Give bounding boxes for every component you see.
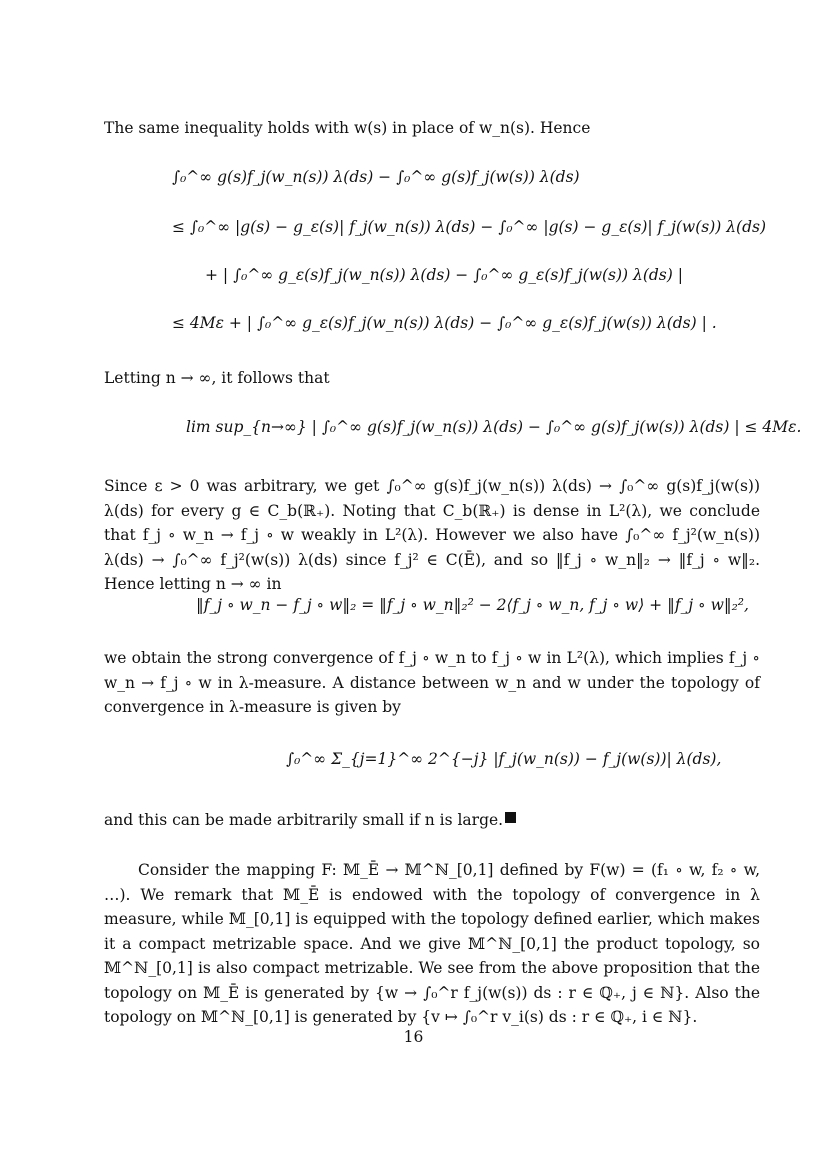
page-number: 16: [403, 1028, 424, 1046]
inequality-line-1: ∫₀^∞ g(s)f_j(w_n(s)) λ(ds) − ∫₀^∞ g(s)f_j(w(s)) λ(ds): [172, 168, 580, 186]
inequality-line-4: ≤ 4Mε + | ∫₀^∞ g_ε(s)f_j(w_n(s)) λ(ds) − ∫₀^∞ g_ε(s)f_j(w(s)) λ(ds) | .: [172, 314, 717, 332]
norm-equation: ‖f_j ∘ w_n − f_j ∘ w‖₂ = ‖f_j ∘ w_n‖₂² − 2⟨f_j ∘ w_n, f_j ∘ w⟩ + ‖f_j ∘ w‖₂²,: [196, 596, 749, 614]
paragraph-since: Since ε > 0 was arbitrary, we get ∫₀^∞ g(s)f_j(w_n(s)) λ(ds) → ∫₀^∞ g(s)f_j(w(s)) λ(ds) for every g ∈ C_b(ℝ₊). Noting that C_b(ℝ₊) is dense in L²(λ), we conclude that f_j ∘ w_n → f_j ∘ w weakly in L²(λ). However we also have ∫₀^∞ f_j²(w_n(s)) λ(ds) → ∫₀^∞ f_j²(w(s)) λ(ds) since f_j² ∈ C(Ē), and so ‖f_j ∘ w_n‖₂ → ‖f_j ∘ w‖₂. Hence letting n → ∞ in: [104, 477, 760, 593]
paragraph-small: and this can be made arbitrarily small if n is large.: [104, 811, 504, 829]
inequality-line-2: ≤ ∫₀^∞ |g(s) − g_ε(s)| f_j(w_n(s)) λ(ds) − ∫₀^∞ |g(s) − g_ε(s)| f_j(w(s)) λ(ds): [172, 218, 767, 236]
paragraph-obtain: we obtain the strong convergence of f_j ∘ w_n to f_j ∘ w in L²(λ), which implies f_j ∘ w_n → f_j ∘ w in λ-measure. A distance between w_n and w under the topology of convergence in λ-measure is given by: [104, 649, 760, 716]
qed-box-icon: [505, 812, 516, 823]
paragraph-consider: Consider the mapping F: 𝕄_Ē → 𝕄^ℕ_[0,1] defined by F(w) = (f₁ ∘ w, f₂ ∘ w, …). We remark that 𝕄_Ē is endowed with the topology of convergence in λ measure, while 𝕄_[0,1] is equipped with the topology defined earlier, which makes it a compact metrizable space. And we give 𝕄^ℕ_[0,1] the product topology, so 𝕄^ℕ_[0,1] is also compact metrizable. We see from the above proposition that the topology on 𝕄_Ē is generated by {w → ∫₀^r f_j(w(s)) ds : r ∈ ℚ₊, j ∈ ℕ}. Also the topology on 𝕄^ℕ_[0,1] is generated by {v ↦ ∫₀^r v_i(s) ds : r ∈ ℚ₊, i ∈ ℕ}.: [104, 861, 760, 1026]
limsup-equation: lim sup_{n→∞} | ∫₀^∞ g(s)f_j(w_n(s)) λ(ds) − ∫₀^∞ g(s)f_j(w(s)) λ(ds) | ≤ 4Mε.: [186, 418, 802, 436]
intro-text: The same inequality holds with w(s) in place of w_n(s). Hence: [104, 119, 591, 137]
inequality-line-3: + | ∫₀^∞ g_ε(s)f_j(w_n(s)) λ(ds) − ∫₀^∞ g_ε(s)f_j(w(s)) λ(ds) |: [205, 266, 683, 284]
distance-equation: ∫₀^∞ Σ_{j=1}^∞ 2^{−j} |f_j(w_n(s)) − f_j(w(s))| λ(ds),: [286, 750, 722, 768]
letting-text: Letting n → ∞, it follows that: [104, 369, 330, 387]
